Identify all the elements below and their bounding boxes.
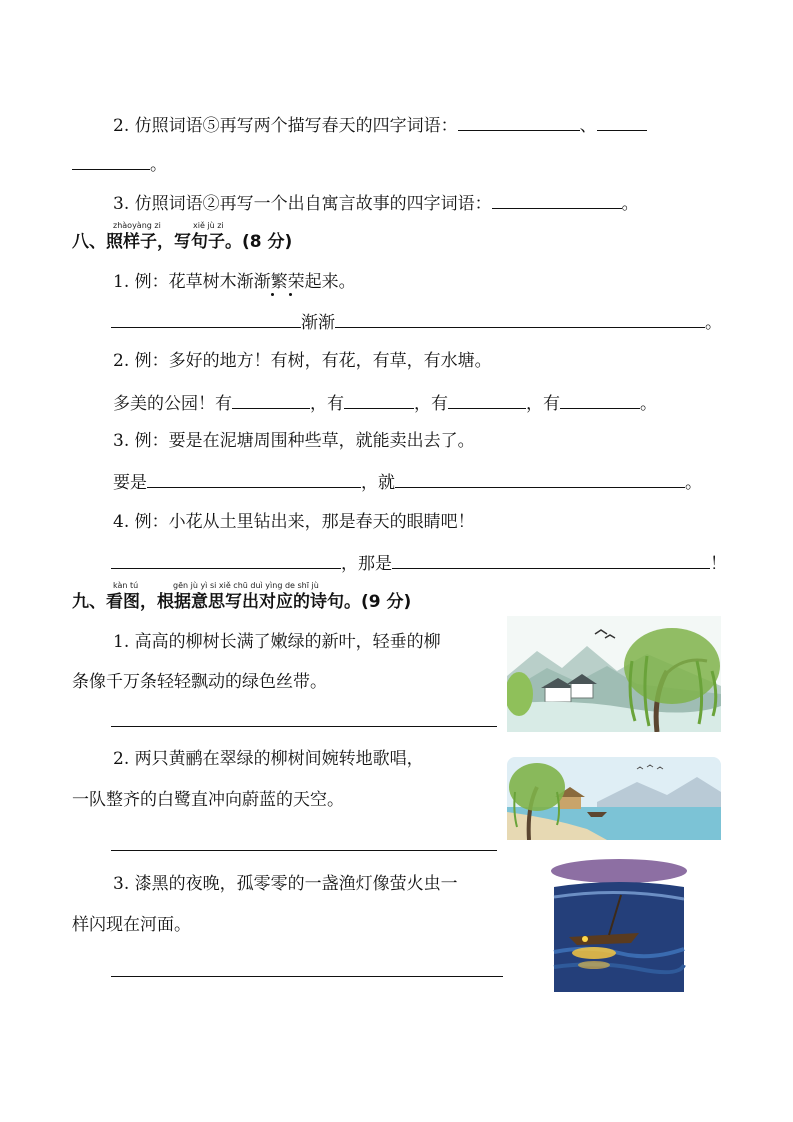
end-punct: 。	[685, 473, 702, 493]
emphasis-dot	[271, 293, 274, 296]
comma: ，	[414, 394, 431, 414]
answer-start: 多美的公园！有	[113, 394, 232, 414]
answer-blank[interactable]	[458, 112, 580, 131]
answer-blank[interactable]	[448, 390, 526, 409]
question-9-3-line2: 样闪现在河面。	[72, 915, 191, 935]
willow-village-illustration	[507, 616, 721, 732]
pinyin-annotation: xiě jù zi	[193, 221, 224, 230]
answer-line[interactable]	[111, 976, 503, 977]
question-9-1-line1: 1. 高高的柳树长满了嫩绿的新叶，轻垂的柳	[113, 632, 441, 652]
end-punct: 。	[705, 313, 722, 333]
comma: ，	[310, 394, 327, 414]
answer-mid: ，就	[361, 473, 395, 493]
answer-blank[interactable]	[392, 550, 710, 569]
question-7-2-text: 2. 仿照词语⑤再写两个描写春天的四字词语：	[113, 116, 458, 136]
question-7-2	[113, 112, 647, 138]
end-punct: 。	[640, 394, 657, 414]
question-8-4-example: 4. 例：小花从土里钻出来，那是春天的眼睛吧！	[113, 512, 475, 532]
question-9-2-line2: 一队整齐的白鹭直冲向蔚蓝的天空。	[72, 790, 344, 810]
answer-blank[interactable]	[560, 390, 640, 409]
answer-blank[interactable]	[147, 469, 361, 488]
answer-blank[interactable]	[335, 309, 705, 328]
answer-blank[interactable]	[395, 469, 685, 488]
answer-mid: ，那是	[341, 554, 392, 574]
question-8-4-answer	[111, 550, 727, 576]
answer-blank[interactable]	[232, 390, 310, 409]
answer-blank[interactable]	[492, 190, 622, 209]
answer-blank[interactable]	[597, 112, 647, 131]
question-9-3-line1: 3. 漆黑的夜晚，孤零零的一盏渔灯像萤火虫一	[113, 874, 458, 894]
pinyin-annotation: zhàoyàng zi	[113, 221, 161, 230]
river-willow-egrets-illustration	[507, 757, 721, 840]
answer-blank[interactable]	[72, 151, 150, 170]
answer-start: 要是	[113, 473, 147, 493]
question-8-1-example: 1. 例：花草树木渐渐繁荣起来。	[113, 272, 356, 292]
end-punct: 。	[621, 194, 639, 214]
you-word: 有	[327, 394, 344, 414]
separator: 、	[579, 116, 597, 136]
question-8-3-answer	[113, 469, 702, 495]
end-punct: 。	[150, 155, 167, 175]
question-8-2-answer	[113, 390, 657, 416]
section-8-title: 八、照样子，写句子。(8 分)	[72, 232, 293, 252]
question-7-2-cont	[72, 151, 167, 177]
night-boat-lamp-illustration	[549, 857, 689, 992]
question-7-3-text: 3. 仿照词语②再写一个出自寓言故事的四字词语：	[113, 194, 492, 214]
you-word: 有	[431, 394, 448, 414]
answer-blank[interactable]	[111, 309, 301, 328]
comma: ，	[526, 394, 543, 414]
question-8-2-example: 2. 例：多好的地方！有树，有花，有草，有水塘。	[113, 351, 492, 371]
answer-line[interactable]	[111, 850, 497, 851]
answer-blank[interactable]	[111, 550, 341, 569]
pinyin-annotation: kàn tú	[113, 581, 139, 590]
question-8-1-answer	[111, 309, 722, 335]
question-7-3	[113, 190, 639, 216]
question-9-1-line2: 条像千万条轻轻飘动的绿色丝带。	[72, 672, 327, 692]
question-8-3-example: 3. 例：要是在泥塘周围种些草，就能卖出去了。	[113, 431, 475, 451]
section-9-title: 九、看图，根据意思写出对应的诗句。(9 分)	[72, 592, 412, 612]
emphasis-dot	[289, 293, 292, 296]
answer-blank[interactable]	[344, 390, 414, 409]
you-word: 有	[543, 394, 560, 414]
pinyin-annotation: gēn jù yì si xiě chū duì yìng de shī jù	[173, 581, 319, 590]
end-punct: ！	[710, 554, 727, 574]
keyword: 渐渐	[301, 313, 335, 333]
answer-line[interactable]	[111, 726, 497, 727]
question-9-2-line1: 2. 两只黄鹂在翠绿的柳树间婉转地歌唱，	[113, 749, 424, 769]
